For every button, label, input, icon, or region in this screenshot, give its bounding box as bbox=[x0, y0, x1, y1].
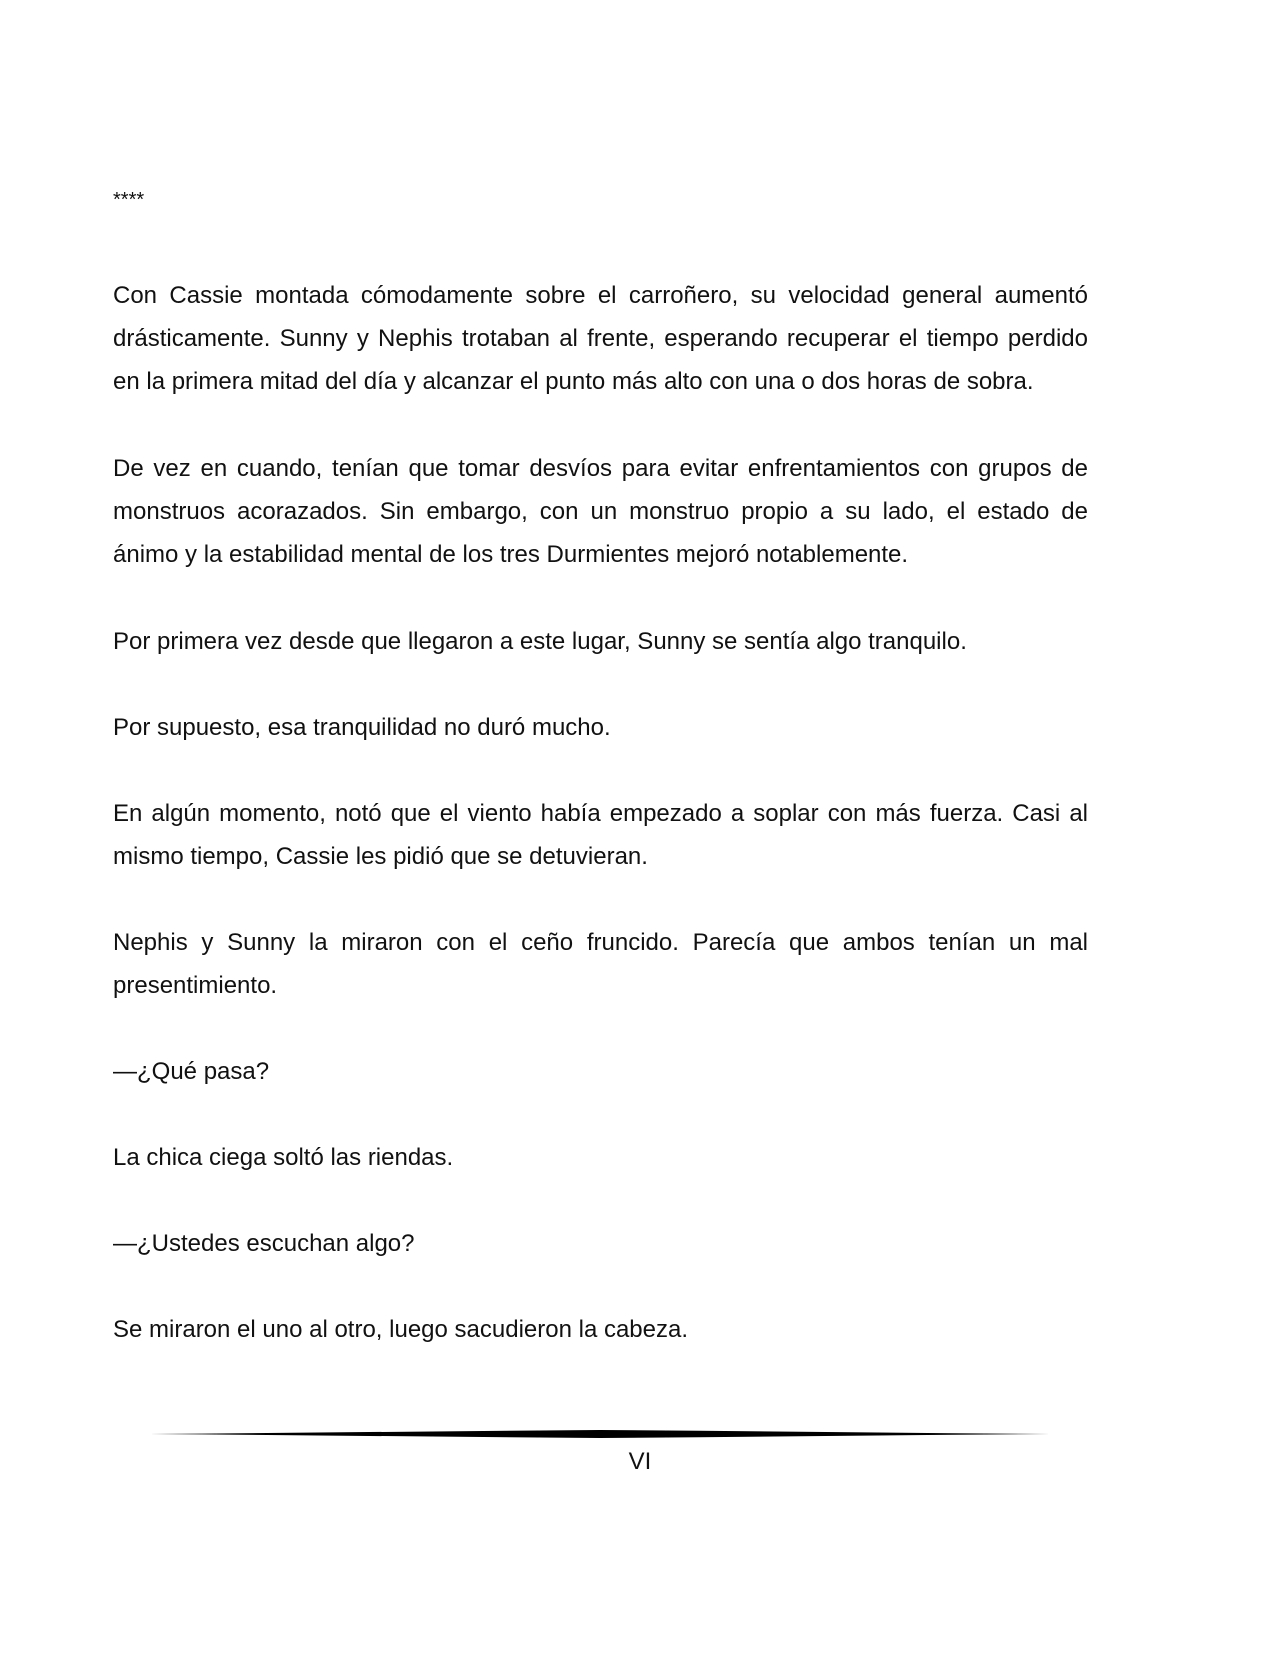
paragraph-text: Por primera vez desde que llegaron a este lugar, Sunny se sentía algo tranquilo. bbox=[113, 628, 967, 655]
divider-swash bbox=[150, 1430, 1050, 1438]
dialogue-line bbox=[113, 1222, 1088, 1265]
paragraph bbox=[113, 1136, 1088, 1179]
dialogue-line bbox=[113, 1050, 1088, 1093]
paragraph bbox=[113, 1308, 1088, 1351]
paragraph bbox=[113, 706, 1088, 749]
paragraph bbox=[113, 274, 1088, 403]
footer-divider bbox=[150, 1426, 1050, 1442]
paragraph bbox=[113, 792, 1088, 878]
paragraph bbox=[113, 620, 1088, 663]
paragraph bbox=[113, 921, 1088, 1007]
paragraph-text: En algún momento, notó que el viento había empezado a soplar con más fuerza. Casi al mismo tiempo, Cassie les pidió que se detuvieran. bbox=[113, 800, 1088, 870]
paragraph-text: Se miraron el uno al otro, luego sacudieron la cabeza. bbox=[113, 1316, 689, 1343]
paragraph-text: La chica ciega soltó las riendas. bbox=[113, 1144, 454, 1171]
paragraph-text: De vez en cuando, tenían que tomar desvíos para evitar enfrentamientos con grupos de monstruos acorazados. Sin embargo, con un monstruo propio a su lado, el estado de ánimo y la estabilidad mental de los tres Durmientes mejoró notablemente. bbox=[113, 455, 1088, 568]
paragraph-text: Por supuesto, esa tranquilidad no duró mucho. bbox=[113, 714, 611, 741]
scene-break: **** bbox=[113, 189, 145, 211]
dialogue-text: —¿Qué pasa? bbox=[113, 1058, 270, 1085]
paragraph bbox=[113, 447, 1088, 576]
dialogue-text: —¿Ustedes escuchan algo? bbox=[113, 1230, 415, 1257]
paragraph-text: Con Cassie montada cómodamente sobre el carroñero, su velocidad general aumentó drásticamente. Sunny y Nephis trotaban al frente, esperando recuperar el tiempo perdido en la primera mitad del día y alcanzar el punto más alto con una o dos horas de sobra. bbox=[113, 282, 1088, 395]
page-number: VI bbox=[628, 1448, 652, 1475]
paragraph-text: Nephis y Sunny la miraron con el ceño fruncido. Parecía que ambos tenían un mal presentimiento. bbox=[113, 929, 1088, 999]
